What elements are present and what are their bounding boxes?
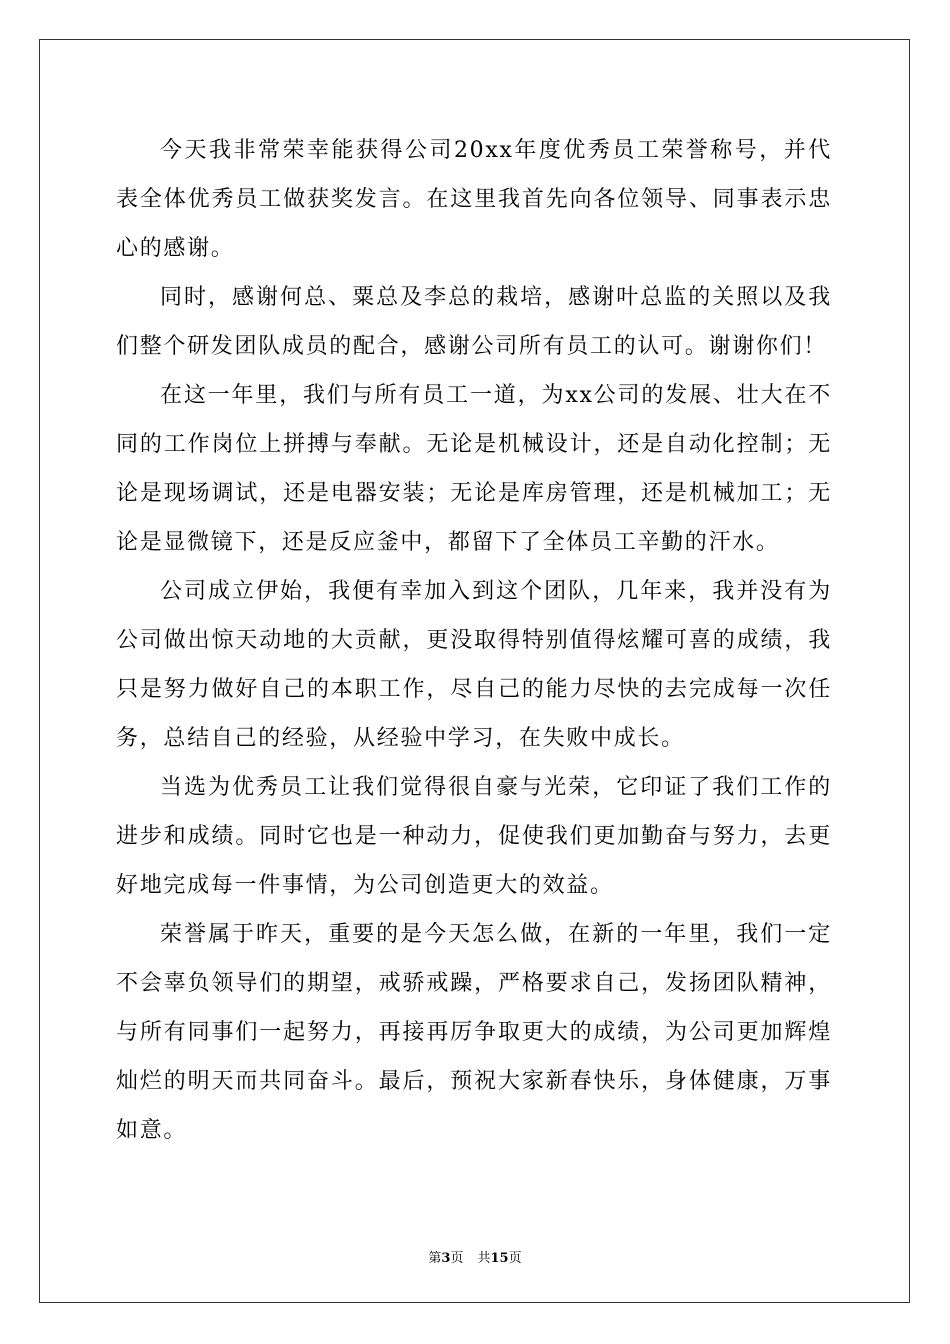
page-number xyxy=(428,1247,463,1266)
paragraph-5: 当选为优秀员工让我们觉得很自豪与光荣，它印证了我们工作的进步和成绩。同时它也是一种动力，促使我们更加勤奋与努力，去更好地完成每一件事情，为公司创造更大的效益。 xyxy=(116,775,832,898)
total-prefix: 共 xyxy=(477,1251,491,1266)
document-body xyxy=(116,126,832,1155)
paragraph-4: 公司成立伊始，我便有幸加入到这个团队，几年来，我并没有为公司做出惊天动地的大贡献，更没取得特别值得炫耀可喜的成绩，我只是努力做好自己的本职工作，尽自己的能力尽快的去完成每一次任务，总结自己的经验，从经验中学习，在失败中成长。 xyxy=(116,579,832,751)
total-suffix: 页 xyxy=(508,1251,522,1266)
page-footer xyxy=(0,1247,950,1266)
total-count: 15 xyxy=(490,1251,509,1266)
page-current: 3 xyxy=(441,1251,451,1266)
paragraph-6: 荣誉属于昨天，重要的是今天怎么做，在新的一年里，我们一定不会辜负领导们的期望，戒骄戒躁，严格要求自己，发扬团队精神，与所有同事们一起努力，再接再厉争取更大的成绩，为公司更加辉煌灿烂的明天而共同奋斗。最后，预祝大家新春快乐，身体健康，万事如意。 xyxy=(116,922,832,1143)
paragraph-3: 在这一年里，我们与所有员工一道，为xx公司的发展、壮大在不同的工作岗位上拼搏与奉献。无论是机械设计，还是自动化控制；无论是现场调试，还是电器安装；无论是库房管理，还是机械加工；无论是显微镜下，还是反应釜中，都留下了全体员工辛勤的汗水。 xyxy=(116,383,832,555)
page-prefix: 第 xyxy=(428,1251,442,1266)
paragraph-2: 同时，感谢何总、粟总及李总的栽培，感谢叶总监的关照以及我们整个研发团队成员的配合，感谢公司所有员工的认可。谢谢你们！ xyxy=(116,285,832,359)
page-total xyxy=(477,1247,521,1266)
paragraph-1: 今天我非常荣幸能获得公司20xx年度优秀员工荣誉称号，并代表全体优秀员工做获奖发言。在这里我首先向各位领导、同事表示忠心的感谢。 xyxy=(116,138,832,261)
page-suffix: 页 xyxy=(450,1251,464,1266)
